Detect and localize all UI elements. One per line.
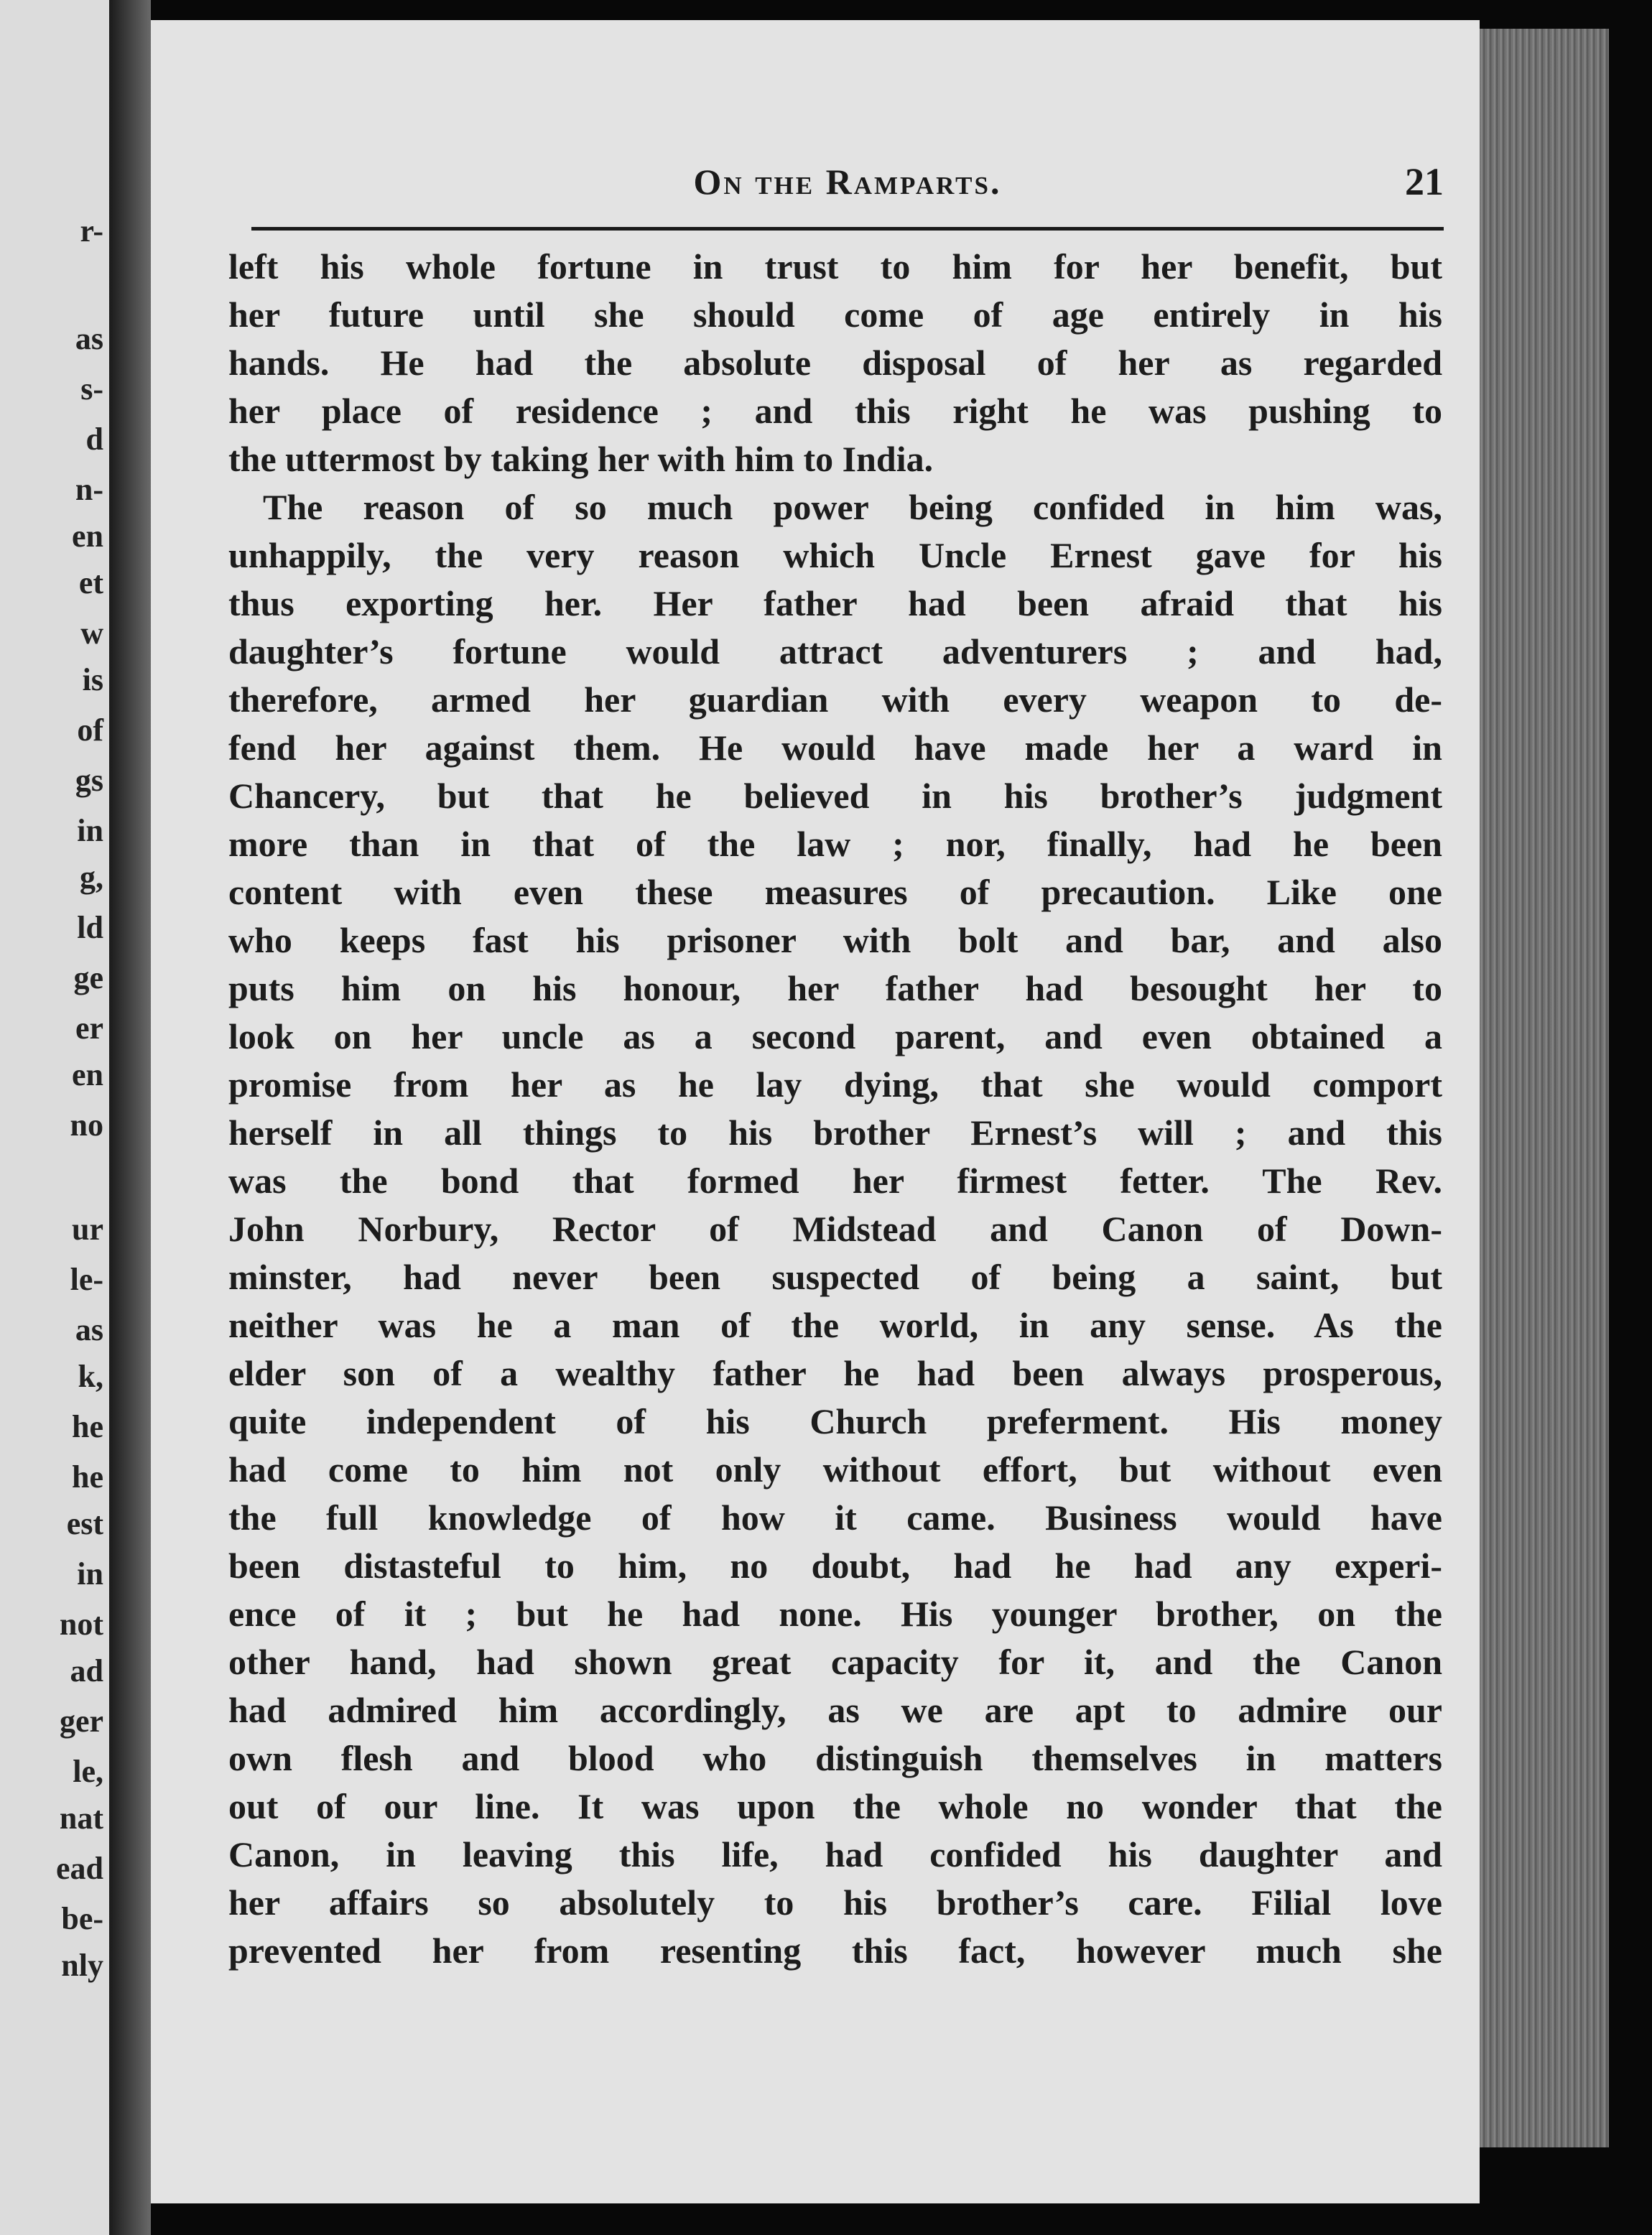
facing-page-fragment: of (77, 712, 103, 748)
text-line: own flesh and blood who distinguish themselves in matters (228, 1738, 1442, 1778)
text-line: her future until she should come of age entirely in his (228, 294, 1442, 335)
text-line: The reason of so much power being confided in him was, (263, 487, 1442, 527)
facing-page-fragment: et (78, 565, 103, 600)
facing-page-fragment: ld (77, 910, 103, 945)
facing-page-fragment: le, (73, 1754, 103, 1789)
text-line: who keeps fast his prisoner with bolt and bar, and also (228, 920, 1442, 960)
facing-page-fragment: ead (56, 1851, 103, 1886)
running-title: On the Ramparts. (693, 162, 1002, 202)
facing-page-fragment: k, (78, 1359, 103, 1394)
text-line: elder son of a wealthy father he had been always prosperous, (228, 1353, 1442, 1393)
text-line: therefore, armed her guardian with every weapon to de- (228, 679, 1442, 720)
text-line: other hand, had shown great capacity for it, and the Canon (228, 1642, 1442, 1682)
facing-page-fragment: s- (80, 371, 103, 406)
facing-page-fragment: d (85, 422, 103, 457)
text-line: Canon, in leaving this life, had confided his daughter and (228, 1834, 1442, 1874)
header-rule (251, 227, 1444, 231)
text-line: was the bond that formed her firmest fetter. The Rev. (228, 1161, 1442, 1201)
text-line: hands. He had the absolute disposal of her as regarded (228, 343, 1442, 383)
facing-page-fragment: n- (75, 472, 103, 507)
page-number: 21 (1405, 160, 1444, 203)
facing-page-fragment: nly (61, 1948, 103, 1983)
text-line: ence of it ; but he had none. His younger brother, on the (228, 1594, 1442, 1634)
text-line: had admired him accordingly, as we are apt to admire our (228, 1690, 1442, 1730)
body-text (228, 243, 1442, 1975)
facing-page-fragment: he (72, 1409, 103, 1444)
text-line: more than in that of the law ; nor, finally, had he been (228, 824, 1442, 864)
text-line: left his whole fortune in trust to him for her benefit, but (228, 246, 1442, 287)
facing-page-fragment: r- (80, 213, 103, 248)
facing-page-fragment: ger (59, 1704, 103, 1739)
text-line: the uttermost by taking her with him to India. (228, 439, 934, 479)
facing-page-fragment: as (75, 1312, 103, 1347)
facing-page-fragment: g, (80, 860, 103, 895)
text-line: unhappily, the very reason which Uncle Ernest gave for his (228, 535, 1442, 575)
facing-page-fragment: as (75, 321, 103, 356)
text-line: look on her uncle as a second parent, and even obtained a (228, 1016, 1442, 1056)
page-edges (1480, 29, 1609, 2147)
facing-page-fragment: no (70, 1107, 103, 1143)
facing-page-fragment: en (72, 1057, 103, 1092)
facing-page-fragment: gs (75, 763, 103, 798)
text-line: the full knowledge of how it came. Business would have (228, 1497, 1442, 1538)
book-gutter (109, 0, 151, 2235)
text-line: puts him on his honour, her father had besought her to (228, 968, 1442, 1008)
book-page (151, 20, 1480, 2203)
facing-page-strip (0, 0, 109, 2235)
text-line: daughter’s fortune would attract adventurers ; and had, (228, 631, 1442, 672)
facing-page-fragment: en (72, 519, 103, 554)
facing-page-fragment: w (80, 615, 103, 651)
facing-page-fragment: nat (59, 1800, 103, 1836)
text-line: herself in all things to his brother Ernest’s will ; and this (228, 1112, 1442, 1153)
facing-page-fragment: le- (70, 1262, 103, 1297)
text-line: promise from her as he lay dying, that she would comport (228, 1064, 1442, 1105)
facing-page-fragment: in (77, 813, 103, 848)
facing-page-fragment: he (72, 1459, 103, 1495)
facing-page-fragment: er (75, 1010, 103, 1046)
text-line: prevented her from resenting this fact, however much she (228, 1930, 1442, 1971)
facing-page-fragment: not (59, 1607, 103, 1642)
text-line: neither was he a man of the world, in any sense. As the (228, 1305, 1442, 1345)
page-header (251, 148, 1444, 213)
text-line: minster, had never been suspected of being a saint, but (228, 1257, 1442, 1297)
text-line: John Norbury, Rector of Midstead and Canon of Down- (228, 1209, 1442, 1249)
text-line: had come to him not only without effort, but without even (228, 1449, 1442, 1490)
text-line: thus exporting her. Her father had been afraid that his (228, 583, 1442, 623)
text-line: content with even these measures of precaution. Like one (228, 872, 1442, 912)
text-line: her place of residence ; and this right he was pushing to (228, 391, 1442, 431)
text-line: her affairs so absolutely to his brother’s care. Filial love (228, 1882, 1442, 1923)
text-line: Chancery, but that he believed in his brother’s judgment (228, 776, 1442, 816)
facing-page-fragment: est (66, 1506, 103, 1541)
facing-page-fragment: be- (61, 1901, 103, 1936)
text-line: out of our line. It was upon the whole no wonder that the (228, 1786, 1442, 1826)
facing-page-fragment: ad (70, 1653, 103, 1688)
text-line: quite independent of his Church preferment. His money (228, 1401, 1442, 1441)
text-line: fend her against them. He would have made her a ward in (228, 728, 1442, 768)
facing-page-fragment: ge (73, 960, 103, 995)
facing-page-fragment: in (77, 1556, 103, 1592)
facing-page-fragment: is (82, 662, 103, 697)
text-line: been distasteful to him, no doubt, had he had any experi- (228, 1546, 1442, 1586)
facing-page-fragment: ur (72, 1212, 103, 1247)
